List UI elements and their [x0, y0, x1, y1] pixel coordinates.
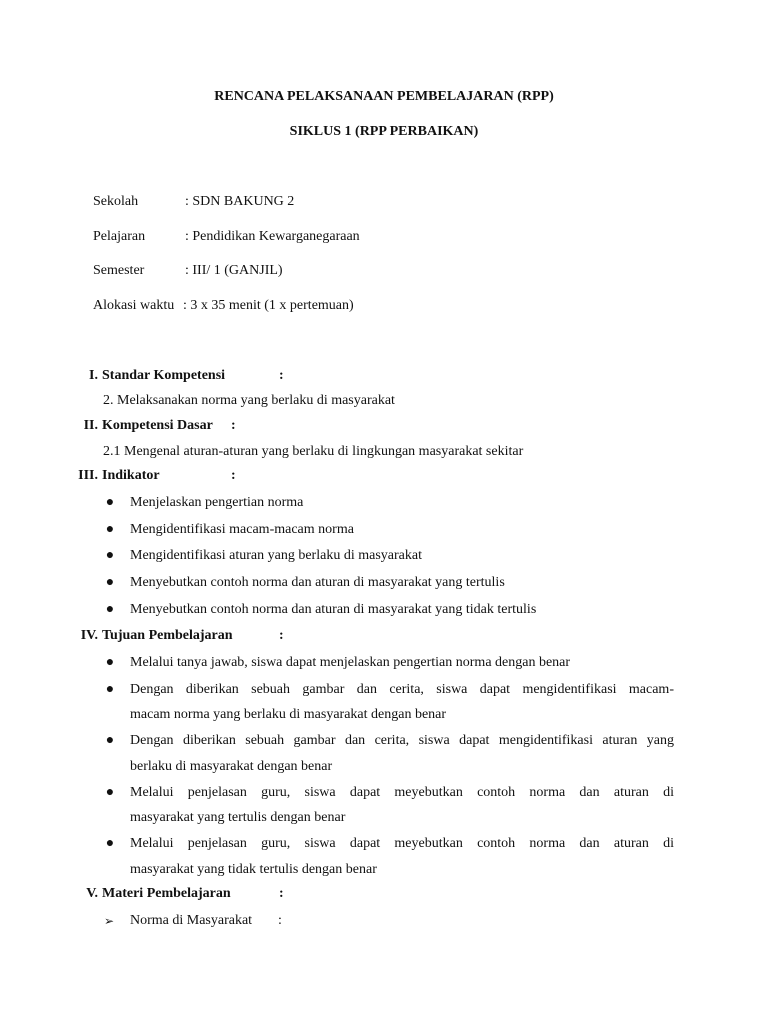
- identity-label-sekolah: Sekolah: [93, 194, 139, 209]
- identity-label-pelajaran: Pelajaran: [93, 229, 146, 244]
- section-colon-5: :: [279, 886, 284, 901]
- identity-value-semester: : III/ 1 (GANJIL): [185, 263, 283, 278]
- section-title-2: Kompetensi Dasar: [102, 418, 213, 433]
- tujuan-item-line: Melalui tanya jawab, siswa dapat menjelaskan pengertian norma dengan benar: [130, 655, 571, 670]
- materi-item: Norma di Masyarakat: [130, 913, 253, 928]
- bullet-dot-icon: ●: [105, 655, 115, 670]
- section-content-2: 2.1 Mengenal aturan-aturan yang berlaku di lingkungan masyarakat sekitar: [103, 444, 524, 459]
- identity-label-semester: Semester: [93, 263, 145, 278]
- bullet-dot-icon: ●: [105, 785, 115, 800]
- document-title: RENCANA PELAKSANAAN PEMBELAJARAN (RPP): [214, 89, 554, 104]
- bullet-dot-icon: ●: [105, 522, 115, 537]
- section-colon-3: :: [231, 468, 236, 483]
- section-colon-2: :: [231, 418, 236, 433]
- section-title-4: Tujuan Pembelajaran: [102, 628, 233, 643]
- section-number-2: II.: [83, 418, 98, 433]
- bullet-dot-icon: ●: [105, 575, 115, 590]
- bullet-dot-icon: ●: [105, 602, 115, 617]
- section-number-1: I.: [89, 368, 98, 383]
- indikator-item: Menyebutkan contoh norma dan aturan di masyarakat yang tertulis: [130, 575, 505, 590]
- tujuan-item-line: masyarakat yang tidak tertulis dengan benar: [130, 862, 377, 877]
- indikator-item: Menjelaskan pengertian norma: [130, 495, 304, 510]
- document-subtitle: SIKLUS 1 (RPP PERBAIKAN): [289, 124, 479, 139]
- indikator-item: Mengidentifikasi aturan yang berlaku di masyarakat: [130, 548, 422, 563]
- identity-value-sekolah: : SDN BAKUNG 2: [185, 194, 295, 209]
- section-colon-1: :: [279, 368, 284, 383]
- section-content-1: 2. Melaksanakan norma yang berlaku di masyarakat: [103, 393, 395, 408]
- section-title-1: Standar Kompetensi: [102, 368, 226, 383]
- identity-value-alokasi: : 3 x 35 menit (1 x pertemuan): [183, 298, 354, 313]
- bullet-dot-icon: ●: [105, 548, 115, 563]
- bullet-dot-icon: ●: [105, 495, 115, 510]
- tujuan-item-line: Dengan diberikan sebuah gambar dan cerita, siswa dapat mengidentifikasi macam-: [130, 682, 674, 697]
- bullet-dot-icon: ●: [105, 682, 115, 697]
- indikator-item: Mengidentifikasi macam-macam norma: [130, 522, 354, 537]
- section-number-5: V.: [86, 886, 98, 901]
- bullet-dot-icon: ●: [105, 836, 115, 851]
- identity-value-pelajaran: : Pendidikan Kewarganegaraan: [185, 229, 360, 244]
- identity-label-alokasi: Alokasi waktu: [93, 298, 175, 313]
- section-title-3: Indikator: [102, 468, 160, 483]
- arrow-bullet-icon: ➢: [104, 914, 115, 928]
- section-title-5: Materi Pembelajaran: [102, 886, 231, 901]
- section-colon-4: :: [279, 628, 284, 643]
- section-number-4: IV.: [80, 628, 98, 643]
- tujuan-item-line: Melalui penjelasan guru, siswa dapat meyebutkan contoh norma dan aturan di: [130, 836, 674, 851]
- indikator-item: Menyebutkan contoh norma dan aturan di masyarakat yang tidak tertulis: [130, 602, 537, 617]
- tujuan-item-line: masyarakat yang tertulis dengan benar: [130, 810, 346, 825]
- tujuan-item-line: Dengan diberikan sebuah gambar dan cerita, siswa dapat mengidentifikasi aturan yang: [130, 733, 674, 748]
- bullet-dot-icon: ●: [105, 733, 115, 748]
- section-number-3: III.: [78, 468, 98, 483]
- materi-item-colon: :: [278, 913, 282, 928]
- tujuan-item-line: macam norma yang berlaku di masyarakat dengan benar: [130, 707, 447, 722]
- tujuan-item-line: Melalui penjelasan guru, siswa dapat meyebutkan contoh norma dan aturan di: [130, 785, 674, 800]
- tujuan-item-line: berlaku di masyarakat dengan benar: [130, 759, 333, 774]
